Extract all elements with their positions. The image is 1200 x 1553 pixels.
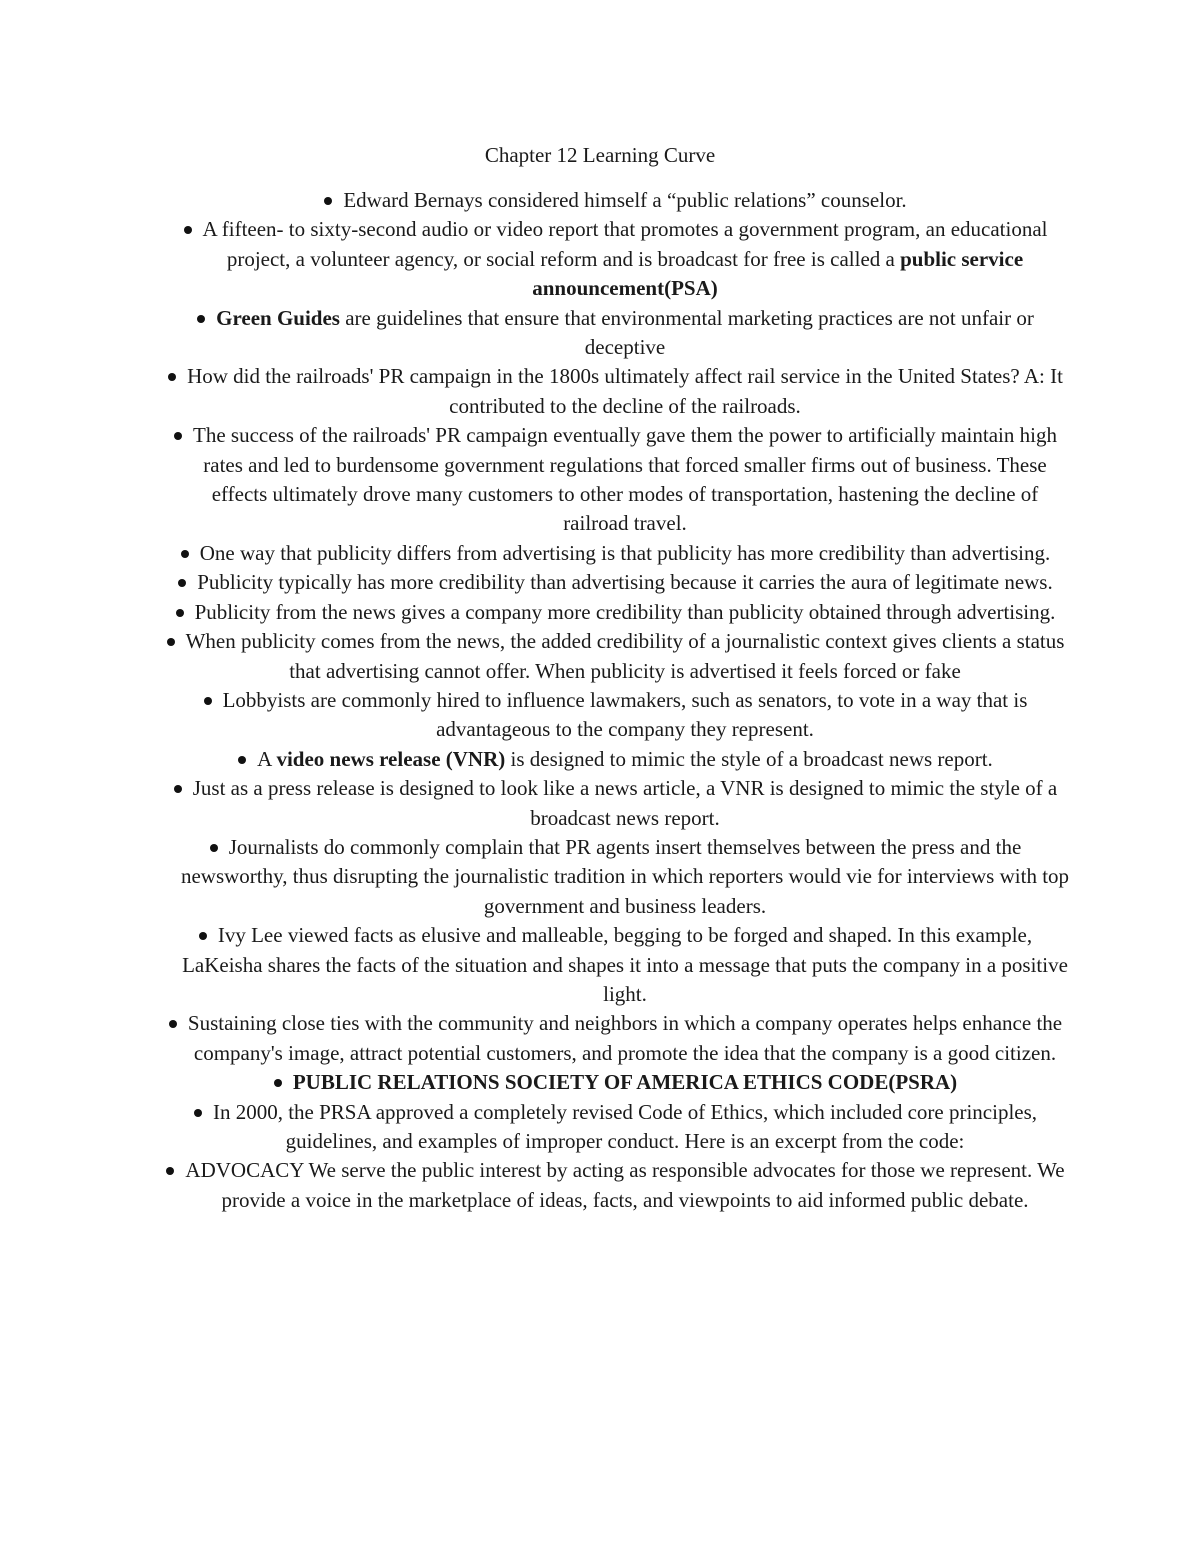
list-item	[180, 1098, 1070, 1157]
list-item-text	[186, 629, 1065, 682]
list-item	[180, 186, 1070, 215]
bullet-icon	[174, 432, 182, 440]
text-run: Ivy Lee viewed facts as elusive and malleable, begging to be forged and shaped. In this example, LaKeisha shares the facts of the situation and shapes it into a message that puts the company in a positive light.	[182, 923, 1068, 1006]
bullet-list	[180, 186, 1070, 1215]
bullet-icon	[174, 785, 182, 793]
text-run: In 2000, the PRSA approved a completely revised Code of Ethics, which included core principles, guidelines, and examples of improper conduct. Here is an excerpt from the code:	[212, 1099, 1038, 1153]
text-run: Lobbyists are commonly hired to influence lawmakers, such as senators, to vote in a way that is advantageous to the company they represent.	[222, 687, 1028, 742]
text-run: Edward Bernays considered himself a “public relations” counselor.	[343, 188, 907, 212]
list-item	[180, 1068, 1070, 1097]
bold-term: video news release (VNR)	[276, 746, 506, 771]
list-item-text	[203, 217, 1048, 300]
list-item	[180, 215, 1070, 303]
list-item	[180, 774, 1070, 833]
list-item-text	[187, 364, 1063, 417]
bullet-icon	[169, 1020, 177, 1028]
list-item-text	[200, 541, 1051, 565]
text-run: The success of the railroads' PR campaign eventually gave them the power to artificially maintain high rates and led to burdensome government regulations that forced smaller firms out of business. These effects ultimately drove many customers to other modes of transportation, hastening the decline of railroad travel.	[193, 423, 1057, 536]
bullet-icon	[167, 638, 175, 646]
list-item	[180, 833, 1070, 921]
list-item-text	[188, 1011, 1062, 1064]
list-item	[180, 421, 1070, 539]
bullet-icon	[181, 550, 189, 558]
bullet-icon	[204, 697, 212, 705]
text-run: Sustaining close ties with the community and neighbors in which a company operates helps enhance the company's image, attract potential customers, and promote the idea that the company is a good citizen.	[187, 1011, 1063, 1065]
bullet-icon	[199, 932, 207, 940]
bold-term: Green Guides	[216, 305, 340, 330]
list-item-text	[181, 835, 1069, 918]
list-item	[180, 686, 1070, 745]
bullet-icon	[184, 226, 192, 234]
list-item-text	[193, 423, 1057, 535]
list-item-text	[216, 306, 1034, 359]
text-run: How did the railroads' PR campaign in the 1800s ultimately affect rail service in the United States? A: It contributed to the decline of the railroads.	[187, 364, 1063, 418]
list-item-text	[223, 688, 1028, 741]
text-run: Publicity typically has more credibility than advertising because it carries the aura of legitimate news.	[197, 570, 1053, 595]
list-item-text	[213, 1100, 1037, 1153]
text-run: are guidelines that ensure that environmental marketing practices are not unfair or deceptive	[339, 305, 1034, 360]
bullet-icon	[238, 756, 246, 764]
list-item	[180, 745, 1070, 774]
bullet-icon	[194, 1109, 202, 1117]
text-run: A fifteen- to sixty-second audio or video report that promotes a government program, an educational project, a volunteer agency, or social reform and is broadcast for free is called a	[202, 217, 1048, 271]
bullet-icon	[166, 1167, 174, 1175]
bullet-icon	[178, 579, 186, 587]
list-item-text	[182, 923, 1068, 1006]
text-run: When publicity comes from the news, the added credibility of a journalistic context gives clients a status that advertising cannot offer. When publicity is advertised it feels forced or fake	[185, 629, 1065, 683]
list-item	[180, 362, 1070, 421]
list-item-text	[257, 747, 993, 771]
text-run: Journalists do commonly complain that PR agents insert themselves between the press and the newsworthy, thus disrupting the journalistic tradition in which reporters would vie for interviews with top government and business leaders.	[180, 834, 1070, 918]
list-item-text	[193, 776, 1058, 829]
list-item	[180, 304, 1070, 363]
list-item-text	[343, 188, 906, 212]
bullet-icon	[274, 1079, 282, 1087]
bullet-icon	[210, 844, 218, 852]
bullet-icon	[324, 197, 332, 205]
list-item-text	[185, 1158, 1064, 1211]
list-item	[180, 539, 1070, 568]
list-item-text	[293, 1070, 957, 1094]
list-item	[180, 1009, 1070, 1068]
bullet-icon	[168, 373, 176, 381]
list-item-text	[195, 600, 1056, 624]
list-item	[180, 568, 1070, 597]
list-item	[180, 1156, 1070, 1215]
bullet-icon	[197, 315, 205, 323]
page-title: Chapter 12 Learning Curve	[484, 143, 716, 167]
list-item	[180, 627, 1070, 686]
text-run: ADVOCACY We serve the public interest by acting as responsible advocates for those we represent. We provide a voice in the marketplace of ideas, facts, and viewpoints to aid informed public debate.	[185, 1158, 1065, 1212]
text-run: Publicity from the news gives a company more credibility than publicity obtained through advertising.	[194, 599, 1056, 624]
list-item	[180, 921, 1070, 1009]
bold-term: public service announcement(PSA)	[532, 246, 1024, 301]
list-item-text	[197, 570, 1052, 594]
text-run: One way that publicity differs from advertising is that publicity has more credibility than advertising.	[199, 540, 1051, 565]
text-run: Just as a press release is designed to look like a news article, a VNR is designed to mimic the style of a broadcast news report.	[192, 776, 1058, 830]
text-run: A	[257, 746, 277, 771]
text-run: is designed to mimic the style of a broadcast news report.	[505, 746, 993, 771]
bold-term: PUBLIC RELATIONS SOCIETY OF AMERICA ETHICS CODE(PSRA)	[292, 1070, 958, 1095]
list-item	[180, 598, 1070, 627]
bullet-icon	[176, 609, 184, 617]
